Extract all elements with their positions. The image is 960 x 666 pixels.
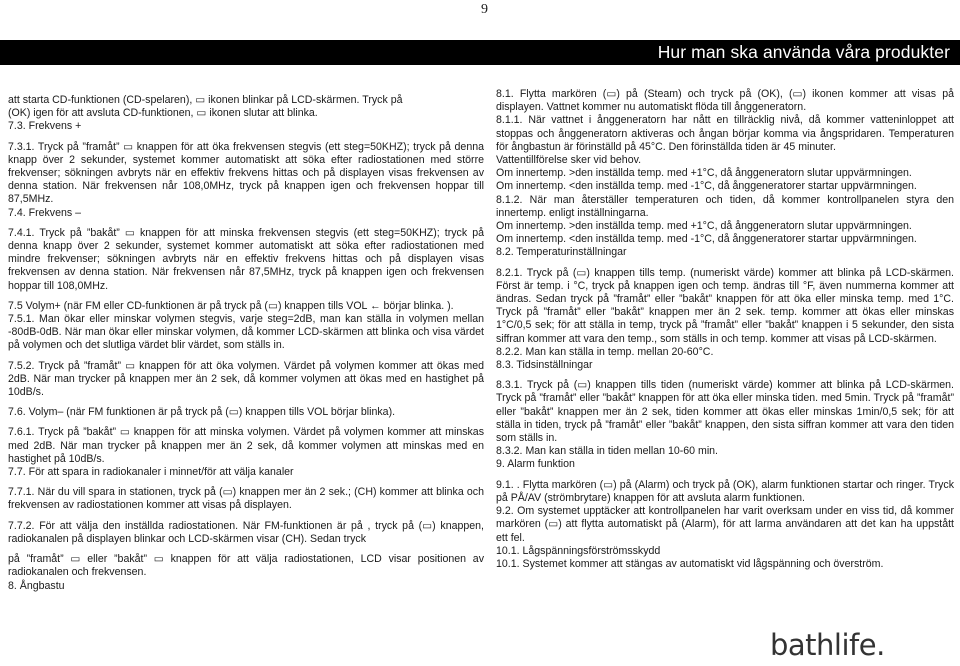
right-paragraph: 10.1. Lågspänningsförströmsskydd (496, 544, 661, 557)
left-paragraph: 7.5.1. Man ökar eller minskar volymen stegvis, varje steg=2dB, man kan ställa in volymen mellan -80dB-0dB. När man ökar eller minskar volymen, då kommer LCD-skärmen att blinka och visa värdet på volymen och det slutliga värdet blir värdet, som ställs in. (8, 313, 484, 352)
right-paragraph: Om innertemp. <den inställda temp. med -1°C, då ånggeneratorer startar uppvärmningen. (496, 233, 917, 246)
right-paragraph: 8.1.2. När man återställer temperaturen och tiden, då kommer kontrollpanelen styra den innertemp. enligt inställningarna. (496, 193, 954, 219)
left-paragraph: 7.7. För att spara in radiokanaler i minnet/för att välja kanaler (8, 466, 294, 479)
paragraph-gap (496, 260, 954, 267)
right-paragraph: Om innertemp. >den inställda temp. med +1°C, då ånggeneratorn slutar uppvärmningen. (496, 220, 912, 233)
header-title: Hur man ska använda våra produkter (657, 42, 950, 62)
left-paragraph: 7.5 Volym+ (när FM eller CD-funktionen är på tryck på (▭) knappen tills VOL ← börjar blinka. ). (8, 299, 454, 312)
page-number: 9 (481, 2, 488, 17)
left-paragraph: 7.6. Volym– (när FM funktionen är på tryck på (▭) knappen tills VOL börjar blinka). (8, 406, 396, 419)
paragraph-gap (8, 293, 484, 300)
paragraph-gap (8, 353, 484, 360)
right-column (496, 88, 954, 571)
left-paragraph: 7.4. Frekvens – (8, 206, 82, 219)
paragraph-gap (8, 479, 484, 486)
left-paragraph: 7.3. Frekvens + (8, 120, 82, 133)
right-paragraph: 8.2.1. Tryck på (▭) knappen tills temp. (numeriskt värde) kommer att blinka på LCD-skärmen. Först är temp. i °C, tryck på knappen igen och temp. ändras till °F, även nummerna kommer att ändras. Sedan tryck på ”framåt” eller ”bakåt” knappen för att öka eller minska temp. med 1°C. Tryck på ”framåt” eller ”bakåt” knappen mer än 2 sek. temp. kommer att ökas eller minskas 1°C/0,5 sek; för att ställa in temp, tryck på ”framåt” eller ”bakåt” knappen i 5 sekunder, den sista siffran kommer att vara den temp., som ställs in och temp. kommer att visas på LCD-skärmen. (496, 266, 954, 345)
header-bar (0, 40, 960, 65)
left-paragraph: på ”framåt” ▭ eller ”bakåt” ▭ knappen för att välja radiostationen, LCD visar positionen av radiokanalen och frekvensen. (8, 553, 484, 579)
left-paragraph: 7.7.1. När du vill spara in stationen, tryck på (▭) knappen mer än 2 sek.; (CH) kommer att blinka och frekvensen av radiostationen kommer att visas på displayen. (8, 486, 484, 512)
right-paragraph: 8.3.2. Man kan ställa in tiden mellan 10-60 min. (496, 445, 719, 458)
bathlife-logo: bathlife. (770, 628, 885, 662)
paragraph-gap (8, 220, 484, 227)
right-paragraph: 8.3.1. Tryck på (▭) knappen tills tiden (numeriskt värde) kommer att blinka på LCD-skärmen. Tryck på ”framåt” eller ”bakåt” knappen för att öka eller minska tiden. med 5min. Tryck på ”framåt” eller ”bakåt” knappen mer än 2 sek, tiden kommer att ökas eller minskas 1min/0,5 sek; för att ställa in tiden, tryck på ”framåt” eller ”bakåt” knappen, den sista siffran kommer att vara den tiden som ställs in. (496, 379, 954, 445)
paragraph-gap (496, 472, 954, 479)
left-paragraph: 7.3.1. Tryck på ”framåt” ▭ knappen för att öka frekvensen stegvis (ett steg=50KHZ); tryck på denna knapp över 2 sekunder, systemet kommer automatiskt att söka efter radiostationen med större frekvenser; sökningen avbryts när en effektiv frekvens hittas och på displayen visas frekvensen av denna station. När frekvensen når 108,0MHz, tryck på knappen igen och frekvensen hoppar till 87,5MHz. (8, 140, 484, 206)
right-paragraph: 8.2. Temperaturinställningar (496, 246, 627, 259)
left-paragraph: 7.7.2. För att välja den inställda radiostationen. När FM-funktionen är på , tryck på (▭) knappen, radiokanalen på displayen blinkar och LCD-skärmen visar (CH). Sedan tryck (8, 519, 484, 545)
right-paragraph: 10.1. Systemet kommer att stängas av automatiskt vid lågspänning och överström. (496, 557, 884, 570)
right-paragraph: 9. Alarm funktion (496, 458, 575, 471)
right-paragraph: Om innertemp. >den inställda temp. med +1°C, då ånggeneratorn slutar uppvärmningen. (496, 167, 912, 180)
right-paragraph: 8.1. Flytta markören (▭) på (Steam) och tryck på (OK), (▭) ikonen kommer att visas på displayen. Vattnet kommer nu automatiskt flöda till ånggeneratorn. (496, 88, 954, 114)
left-paragraph: 7.6.1. Tryck på ”bakåt” ▭ knappen för att minska volymen. Värdet på volymen kommer att minskas med 2dB. När man trycker på knappen mer än 2 sek, då kommer volymen att minskas med en hastighet på 10dB/s. (8, 426, 484, 465)
left-paragraph: 8. Ångbastu (8, 579, 65, 592)
paragraph-gap (496, 372, 954, 379)
right-paragraph: Om innertemp. <den inställda temp. med -1°C, då ånggeneratorer startar uppvärmningen. (496, 180, 917, 193)
left-paragraph: 7.5.2. Tryck på ”framåt” ▭ knappen för att öka volymen. Värdet på volymen kommer att ökas med 2dB. När man trycker på knappen mer än 2 sek, då kommer volymen att ökas med en hastighet på 10dB/s. (8, 359, 484, 399)
right-paragraph: 8.3. Tidsinställningar (496, 359, 593, 372)
left-paragraph: 7.4.1. Tryck på ”bakåt” ▭ knappen för att minska frekvensen stegvis (ett steg=50KHZ); tryck på denna knapp över 2 sekunder, systemet kommer automatiskt att söka efter radiostationen med mindre frekvenser; sökningen avbryts när en effektiv frekvens hittas och på displayen visas frekvensen av denna station. När frekvensen når 87,5MHz, tryck på knappen igen och frekvensen hoppar till 108,0MHz. (8, 226, 484, 292)
left-paragraph: (OK) igen för att avsluta CD-funktionen, ▭ ikonen slutar att blinka. (8, 107, 318, 120)
paragraph-gap (8, 399, 484, 406)
right-paragraph: 8.2.2. Man kan ställa in temp. mellan 20-60°C. (496, 345, 714, 358)
paragraph-gap (8, 419, 484, 426)
paragraph-gap (8, 134, 484, 141)
right-paragraph: 8.1.1. När vattnet i ånggeneratorn har nått en tillräcklig nivå, då kommer vatteninloppet att stoppas och ånggeneratorn aktiveras och ångan börjar komma via ångspridaren. Temperaturen för ångbastun är förinställd på 45°C. Den förinställda tiden är 45 minuter. (496, 114, 954, 153)
paragraph-gap (8, 513, 484, 520)
right-paragraph: 9.2. Om systemet upptäcker att kontrollpanelen har varit overksam under en viss tid, då kommer markören (▭) att flytta automatiskt på (Alarm), för att larma användaren att det kan ha uppstått ett fel. (496, 505, 954, 544)
right-paragraph: 9.1. . Flytta markören (▭) på (Alarm) och tryck på (OK), alarm funktionen startar och ringer. Tryck på PÅ/AV (strömbrytare) knappen för att avsluta alarm funktionen. (496, 478, 954, 504)
right-paragraph: Vattentillförelse sker vid behov. (496, 154, 642, 167)
left-column (8, 94, 484, 593)
left-paragraph: att starta CD-funktionen (CD-spelaren), ▭ ikonen blinkar på LCD-skärmen. Tryck på (8, 94, 403, 106)
paragraph-gap (8, 546, 484, 553)
